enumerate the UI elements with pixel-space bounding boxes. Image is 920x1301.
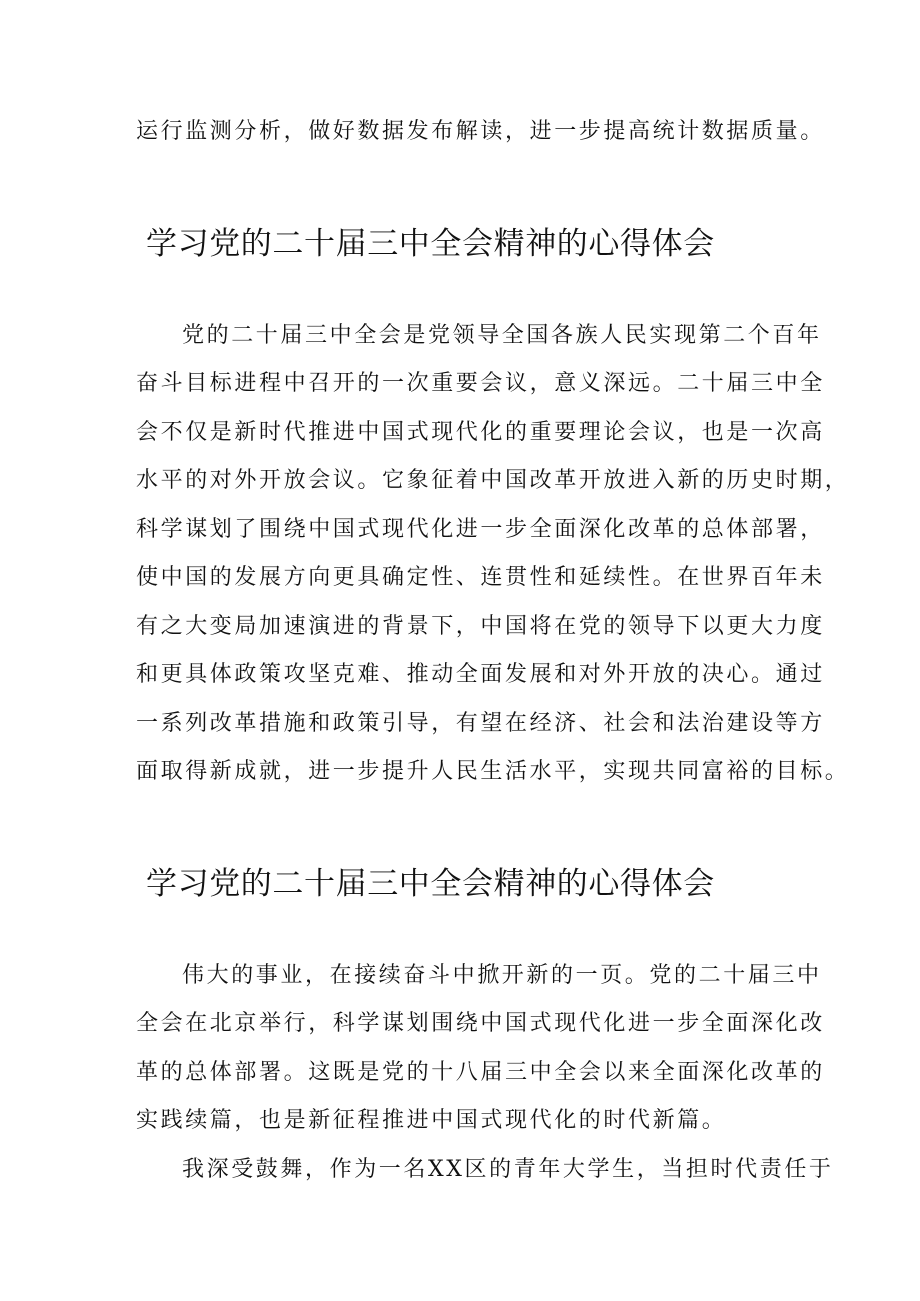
paragraph-line: 党的二十届三中全会是党领导全国各族人民实现第二个百年 xyxy=(182,323,822,348)
paragraph-line: 面取得新成就，进一步提升人民生活水平，实现共同富裕的目标。 xyxy=(136,759,850,784)
paragraph-line: 一系列改革措施和政策引导，有望在经济、社会和法治建设等方 xyxy=(136,711,825,736)
paragraph-line: 科学谋划了围绕中国式现代化进一步全面深化改革的总体部署， xyxy=(136,517,825,542)
paragraph-line: 革的总体部署。这既是党的十八届三中全会以来全面深化改革的 xyxy=(136,1060,825,1085)
paragraph-line: 我深受鼓舞，作为一名XX区的青年大学生，当担时代责任于 xyxy=(182,1157,834,1182)
paragraph-line: 和更具体政策攻坚克难、推动全面发展和对外开放的决心。通过 xyxy=(136,662,825,687)
section-2-title: 学习党的二十届三中全会精神的心得体会 xyxy=(146,866,715,902)
paragraph-line: 奋斗目标进程中召开的一次重要会议，意义深远。二十届三中全 xyxy=(136,371,825,396)
paragraph-line: 全会在北京举行，科学谋划围绕中国式现代化进一步全面深化改 xyxy=(136,1011,825,1036)
section-1-title: 学习党的二十届三中全会精神的心得体会 xyxy=(146,226,715,262)
paragraph-line: 实践续篇，也是新征程推进中国式现代化的时代新篇。 xyxy=(136,1108,727,1133)
paragraph-line: 有之大变局加速演进的背景下，中国将在党的领导下以更大力度 xyxy=(136,614,825,639)
paragraph-line: 使中国的发展方向更具确定性、连贯性和延续性。在世界百年未 xyxy=(136,565,825,590)
paragraph-line: 伟大的事业，在接续奋斗中掀开新的一页。党的二十届三中 xyxy=(182,963,822,988)
paragraph-line: 会不仅是新时代推进中国式现代化的重要理论会议，也是一次高 xyxy=(136,420,825,445)
paragraph-line: 水平的对外开放会议。它象征着中国改革开放进入新的历史时期， xyxy=(136,468,850,493)
intro-text-line: 运行监测分析，做好数据发布解读，进一步提高统计数据质量。 xyxy=(136,119,825,144)
